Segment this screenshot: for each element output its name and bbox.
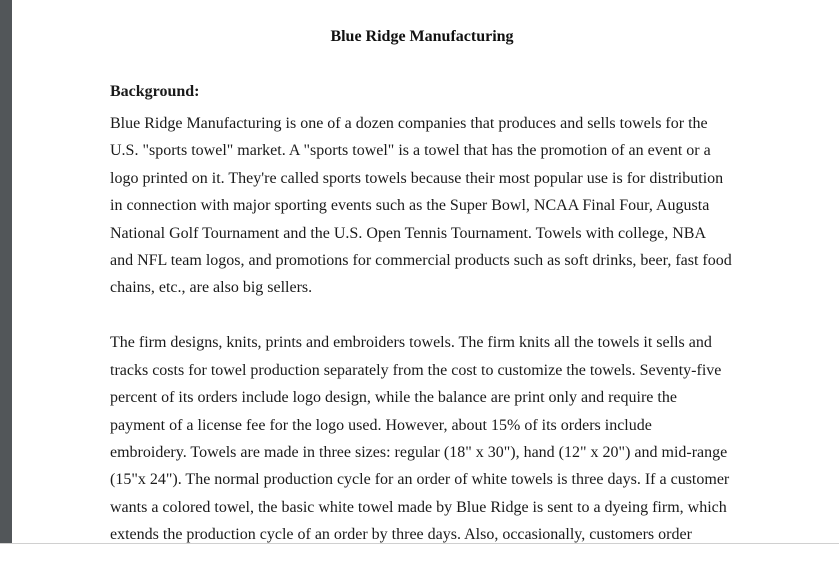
text-line: U.S. "sports towel" market. A "sports towel" is a towel that has the promotion of an event or a	[110, 142, 711, 160]
page-edge	[0, 543, 839, 544]
document-page	[12, 0, 839, 543]
text-line: logo printed on it. They're called sports towels because their most popular use is for distribution	[110, 169, 724, 187]
text-line: in connection with major sporting events such as the Super Bowl, NCAA Final Four, Augusta	[110, 197, 710, 215]
text-line: (15"x 24"). The normal production cycle for an order of white towels is three days. If a customer	[110, 471, 730, 489]
paragraph-spacer	[110, 302, 750, 330]
document-title: Blue Ridge Manufacturing	[330, 28, 514, 45]
text-line: extends the production cycle of an order by three days. Also, occasionally, customers order	[110, 526, 692, 543]
viewer-gutter	[0, 0, 12, 543]
text-line: percent of its orders include logo design, while the balance are print only and require the	[110, 389, 677, 407]
paragraph-2	[110, 329, 750, 543]
text-line: The firm designs, knits, prints and embroiders towels. The firm knits all the towels it sells and	[110, 334, 712, 352]
text-line: wants a colored towel, the basic white towel made by Blue Ridge is sent to a dyeing firm, which	[110, 498, 727, 516]
text-line: Blue Ridge Manufacturing is one of a dozen companies that produces and sells towels for the	[110, 115, 708, 132]
text-line: embroidery. Towels are made in three sizes: regular (18" x 30"), hand (12" x 20") and mid-range	[110, 443, 728, 461]
text-line: and NFL team logos, and promotions for commercial products such as soft drinks, beer, fast food	[110, 252, 732, 270]
text-line: payment of a license fee for the logo used. However, about 15% of its orders include	[110, 416, 652, 434]
section-heading: Background:	[110, 83, 200, 100]
document-body	[110, 82, 750, 543]
text-line: tracks costs for towel production separately from the cost to customize the towels. Seventy-five	[110, 361, 722, 379]
text-line: National Golf Tournament and the U.S. Open Tennis Tournament. Towels with college, NBA	[110, 224, 707, 242]
text-line: chains, etc., are also big sellers.	[110, 279, 313, 297]
paragraph-1	[110, 110, 750, 302]
